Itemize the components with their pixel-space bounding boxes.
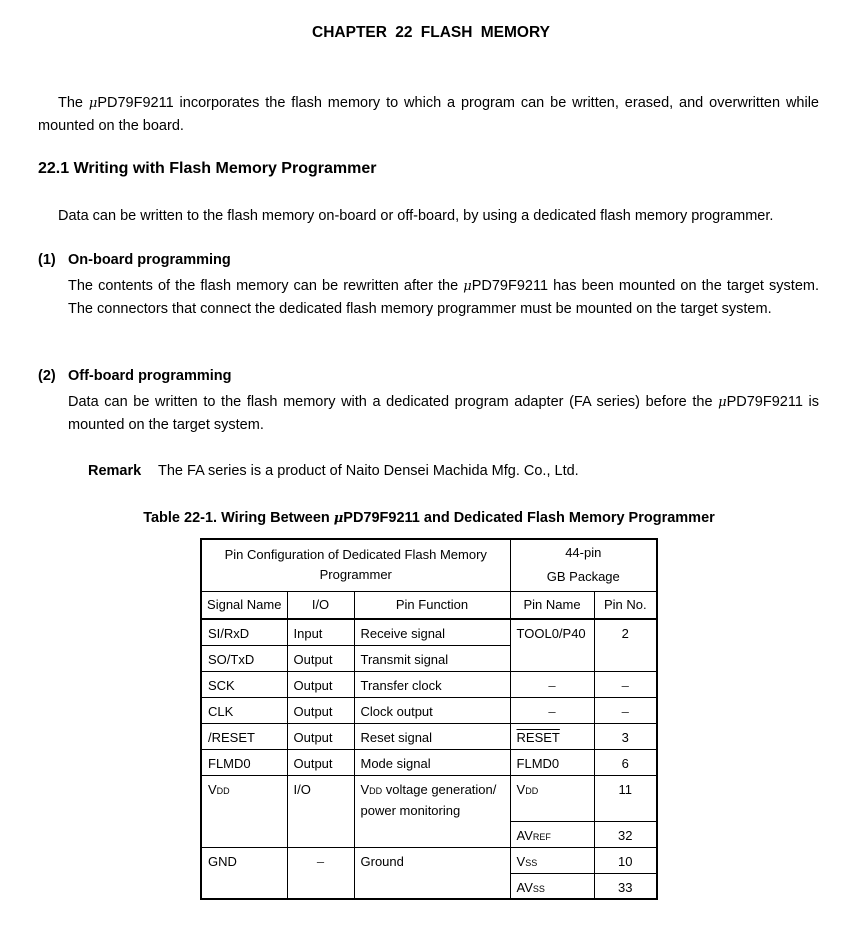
item-2-title: Off-board programming bbox=[68, 368, 232, 384]
io-cell: Output bbox=[287, 671, 354, 697]
vdd-pin-main: V bbox=[516, 781, 526, 797]
avref-main: AV bbox=[516, 827, 533, 843]
avref-sub: REF bbox=[532, 831, 551, 842]
pin-name-cell bbox=[510, 775, 594, 821]
vdd-pin-sub: DD bbox=[525, 785, 539, 796]
item-1-body bbox=[68, 275, 819, 321]
intro-paragraph bbox=[38, 92, 819, 138]
intro-post: PD79F9211 incorporates the flash memory to which a program can be written, erased, and overwritten while mounted on the board. bbox=[38, 95, 819, 134]
pin-name-cell bbox=[510, 723, 594, 749]
item-1-number: (1) bbox=[38, 252, 56, 268]
signal-name-cell: SCK bbox=[201, 671, 287, 697]
table-row bbox=[201, 619, 657, 645]
caption-post: PD79F9211 and Dedicated Flash Memory Programmer bbox=[343, 510, 715, 526]
avss-sub: SS bbox=[532, 883, 545, 894]
pin-no-cell: 3 bbox=[594, 723, 657, 749]
table-row bbox=[201, 697, 657, 723]
chapter-title: CHAPTER 22 FLASH MEMORY bbox=[312, 24, 550, 41]
pin-no-cell: 32 bbox=[594, 821, 657, 847]
pin-function-cell bbox=[354, 775, 510, 847]
caption-pre: Table 22-1. Wiring Between bbox=[143, 510, 334, 526]
wiring-table bbox=[200, 538, 658, 900]
item-2-post: PD79F9211 is mounted on the target system. bbox=[68, 394, 819, 433]
item-1-pre: The contents of the flash memory can be rewritten after the bbox=[68, 278, 464, 294]
reset-overline-label: RESET bbox=[516, 729, 560, 745]
signal-name-cell bbox=[201, 775, 287, 847]
vss-main: V bbox=[516, 853, 526, 869]
table-caption bbox=[0, 510, 858, 526]
pin-name-cell: FLMD0 bbox=[510, 749, 594, 775]
pin-function-cell: Reset signal bbox=[354, 723, 510, 749]
pin-no-cell: 33 bbox=[594, 873, 657, 899]
pin-name-cell: – bbox=[510, 671, 594, 697]
mu-symbol: μ bbox=[463, 279, 472, 294]
pin-name-cell bbox=[510, 873, 594, 899]
item-2-number: (2) bbox=[38, 368, 56, 384]
io-cell: I/O bbox=[287, 775, 354, 847]
table-row bbox=[201, 671, 657, 697]
signal-name-cell: CLK bbox=[201, 697, 287, 723]
col-header-signal-name: Signal Name bbox=[201, 591, 287, 619]
signal-name-cell: /RESET bbox=[201, 723, 287, 749]
signal-name-cell: SI/RxD bbox=[201, 619, 287, 645]
vdd-func-main: V bbox=[360, 781, 370, 797]
item-1-title: On-board programming bbox=[68, 252, 231, 268]
pin-no-cell: – bbox=[594, 697, 657, 723]
signal-name-cell: GND bbox=[201, 847, 287, 899]
io-cell: Input bbox=[287, 619, 354, 645]
pin-name-cell bbox=[510, 847, 594, 873]
group-header-package-line1: 44-pin bbox=[565, 545, 602, 561]
item-2-pre: Data can be written to the flash memory with a dedicated program adapter (FA series) before the bbox=[68, 394, 719, 410]
vss-sub: SS bbox=[525, 857, 538, 868]
pin-function-cell: Transmit signal bbox=[354, 645, 510, 671]
pin-name-cell: – bbox=[510, 697, 594, 723]
pin-no-cell: 11 bbox=[594, 775, 657, 821]
col-header-pin-no: Pin No. bbox=[594, 591, 657, 619]
io-cell: – bbox=[287, 847, 354, 899]
remark-label: Remark bbox=[88, 463, 142, 479]
col-header-pin-name: Pin Name bbox=[510, 591, 594, 619]
mu-symbol: μ bbox=[333, 511, 344, 526]
signal-name-cell: SO/TxD bbox=[201, 645, 287, 671]
pin-no-cell: – bbox=[594, 671, 657, 697]
section-intro: Data can be written to the flash memory on-board or off-board, by using a dedicated flash memory programmer. bbox=[58, 208, 774, 224]
pin-function-cell: Mode signal bbox=[354, 749, 510, 775]
signal-name-cell: FLMD0 bbox=[201, 749, 287, 775]
table-row bbox=[201, 847, 657, 873]
table-group-header-row bbox=[201, 539, 657, 591]
pin-name-cell: TOOL0/P40 bbox=[510, 619, 594, 671]
vdd-sub: DD bbox=[216, 785, 230, 796]
group-header-programmer: Pin Configuration of Dedicated Flash Memory Programmer bbox=[201, 539, 510, 591]
vdd-main: V bbox=[208, 781, 217, 797]
pin-function-cell: Ground bbox=[354, 847, 510, 899]
table-column-header-row bbox=[201, 591, 657, 619]
item-1-post: PD79F9211 has been mounted on the target system. The connectors that connect the dedicated flash memory programmer must be mounted on the target system. bbox=[68, 278, 820, 317]
item-2-body bbox=[68, 391, 819, 437]
mu-symbol: μ bbox=[88, 96, 98, 111]
remark-text: The FA series is a product of Naito Densei Machida Mfg. Co., Ltd. bbox=[158, 463, 579, 479]
pin-name-cell bbox=[510, 821, 594, 847]
io-cell: Output bbox=[287, 749, 354, 775]
avss-main: AV bbox=[516, 879, 533, 895]
io-cell: Output bbox=[287, 697, 354, 723]
pin-function-cell: Clock output bbox=[354, 697, 510, 723]
io-cell: Output bbox=[287, 723, 354, 749]
pin-no-cell: 6 bbox=[594, 749, 657, 775]
vdd-func-sub: DD bbox=[369, 785, 383, 796]
col-header-pin-function: Pin Function bbox=[354, 591, 510, 619]
group-header-package-line2: GB Package bbox=[546, 569, 620, 585]
table-row bbox=[201, 749, 657, 775]
pin-function-cell: Receive signal bbox=[354, 619, 510, 645]
table-row bbox=[201, 775, 657, 821]
pin-function-cell: Transfer clock bbox=[354, 671, 510, 697]
pin-no-cell: 2 bbox=[594, 619, 657, 671]
section-heading: 22.1 Writing with Flash Memory Programmer bbox=[38, 160, 377, 177]
io-cell: Output bbox=[287, 645, 354, 671]
pin-no-cell: 10 bbox=[594, 847, 657, 873]
vdd-func-rest: voltage generation/ power monitoring bbox=[360, 781, 497, 818]
group-header-package bbox=[510, 539, 657, 591]
mu-symbol: μ bbox=[718, 395, 727, 410]
table-row bbox=[201, 723, 657, 749]
col-header-io: I/O bbox=[287, 591, 354, 619]
intro-pre: The bbox=[58, 95, 89, 111]
